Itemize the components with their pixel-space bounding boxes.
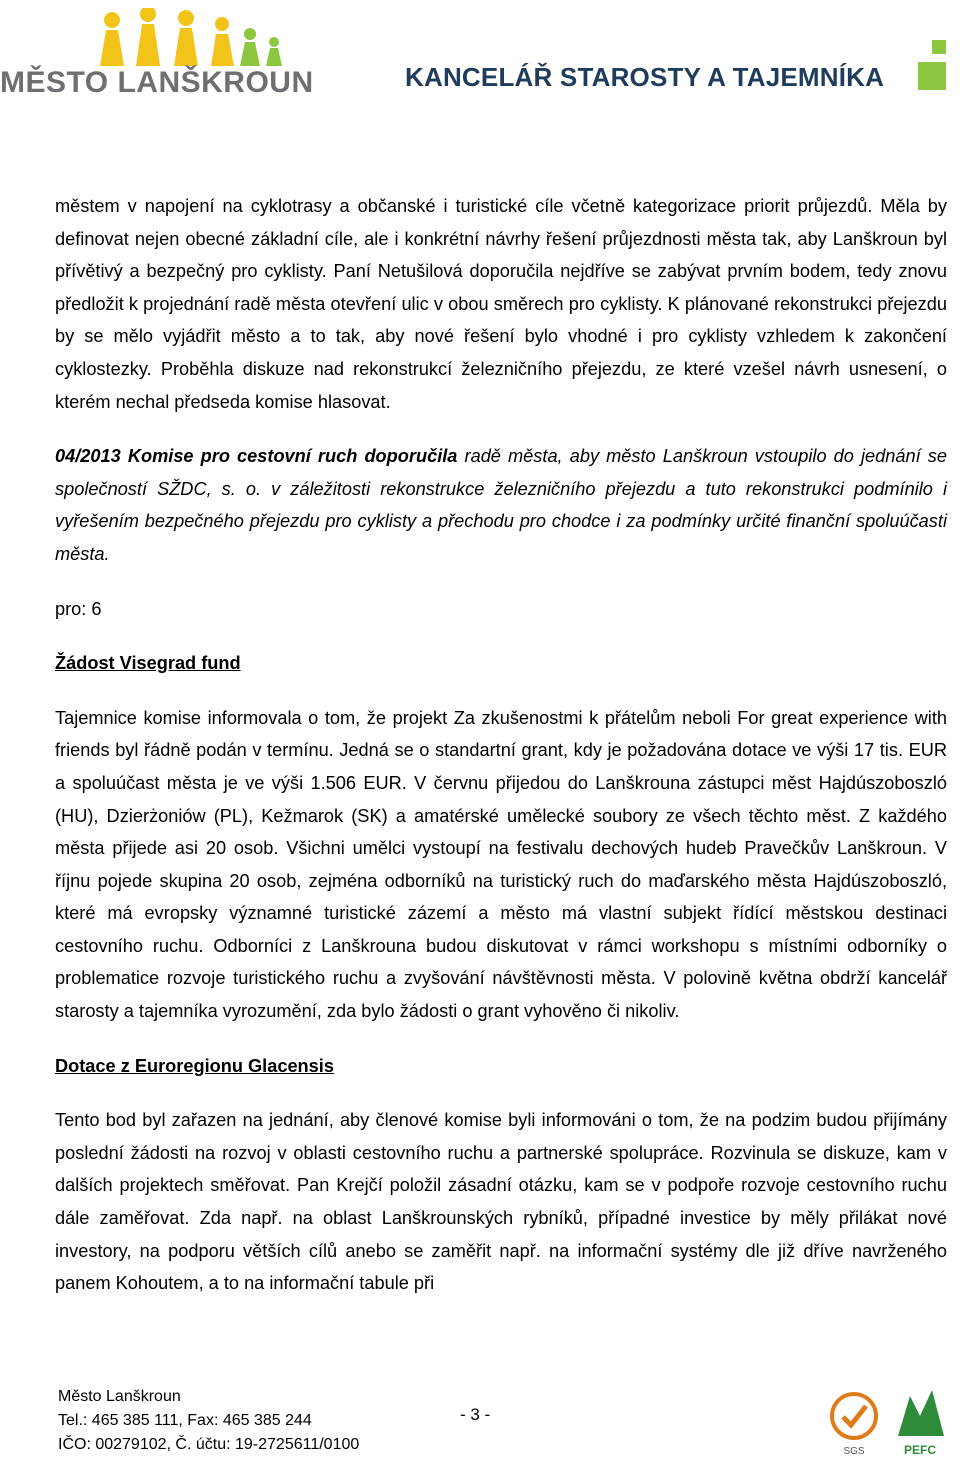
page-number: - 3 - [460,1405,491,1424]
office-title: KANCELÁŘ STAROSTY A TAJEMNÍKA [405,62,885,92]
heading-visegrad: Žádost Visegrad fund [55,653,241,674]
certification-logos-icon [828,1386,950,1460]
logo-figures-icon [0,8,330,68]
resolution-text: radě města, aby město Lanškroun vstoupilo do jednání se společností SŽDC, s. o. v záležitosti rekonstrukce železničního přejezdu a tuto rekonstrukci podmínilo i vyřešením bezpečného přejezdu pro cyklisty a přechodu pro chodce i za podmínky určité finanční spoluúčasti města. [55,446,947,564]
footer-phone: Tel.: 465 385 111, Fax: 465 385 244 [58,1412,312,1429]
resolution-paragraph [55,440,947,570]
sgs-label: SGS [843,1446,865,1457]
vote-result: pro: 6 [55,598,102,619]
city-logo [0,8,330,118]
resolution-label: 04/2013 Komise pro cestovní ruch doporučila [55,446,458,467]
paragraph-cycling: městem v napojení na cyklotrasy a občanské i turistické cíle včetně kategorizace priorit průjezdů. Měla by definovat nejen obecné základní cíle, ale i konkrétní návrhy řešení průjezdnosti města tak, aby Lanškroun byl přívětivý a bezpečný pro cyklisty. Paní Netušilová doporučila nejdříve se zabývat prvním bodem, tedy znovu předložit k projednání radě města otevření ulic v obou směrech pro cyklisty. K plánované rekonstrukci přejezdu by se mělo vyjádřit město a to tak, aby nové řešení bylo vhodné i pro cyklisty vzhledem k zakončení cyklostezky. Proběhla diskuze nad rekonstrukcí železničního přejezdu, ze které vzešel návrh usnesení, o kterém nechal předseda komise hlasovat. [55,196,947,412]
heading-glacensis: Dotace z Euroregionu Glacensis [55,1055,334,1076]
logo-text: MĚSTO LANŠKROUN [0,66,314,99]
corner-square-icon [918,40,950,90]
pefc-label: PEFC [903,1443,937,1457]
page-header [0,0,960,130]
footer-org: Město Lanškroun [58,1388,181,1405]
paragraph-glacensis: Tento bod byl zařazen na jednání, aby členové komise byli informováni o tom, že na podzim budou přijímány poslední žádosti na rozvoj v oblasti cestovního ruchu a partnerské spolupráce. Rozvinula se diskuze, kam v dalších projektech směřovat. Pan Krejčí položil zásadní otázku, kam se v podpoře rozvoje cestovního ruchu dále zaměřovat. Zda např. na oblast Lanškrounských rybníků, případné investice by měly přilákat nové investory, na podporu větších cílů anebo se zaměřit např. na informační systémy dle již dříve navrženého panem Kohoutem, a to na informační tabule při [55,1110,947,1294]
footer-contact [58,1385,359,1457]
document-body [55,190,947,1300]
page-footer [0,1380,960,1464]
footer-ids: IČO: 00279102, Č. účtu: 19-2725611/0100 [58,1436,360,1453]
paragraph-visegrad: Tajemnice komise informovala o tom, že projekt Za zkušenostmi k přátelům neboli For great experience with friends byl řádně podán v termínu. Jedná se o standartní grant, kdy je požadována dotace ve výši 17 tis. EUR a spoluúčast města je ve výši 1.506 EUR. V červnu přijedou do Lanškrouna zástupci měst Hajdúszoboszló (HU), Dzierżoniów (PL), Kežmarok (SK) a amatérské umělecké soubory ze všech těchto měst. Z každého města přijede asi 20 osob. Všichni umělci vystoupí na festivalu dechových hudeb Pravečkův Lanškroun. V říjnu pojede skupina 20 osob, zejména odborníků na turistický ruch do maďarského města Hajdúszoboszló, které má evropsky významné turistické zázemí a město má vlastní subjekt řídící městskou destinaci cestovního ruchu. Odborníci z Lanškrouna budou diskutovat v rámci workshopu s místními odborníky o problematice rozvoje turistického ruchu a zvyšování návštěvnosti města. V polovině května obdrží kancelář starosty a tajemníka vyrozumění, zda bylo žádosti o grant vyhověno či nikoliv. [55,707,947,1022]
